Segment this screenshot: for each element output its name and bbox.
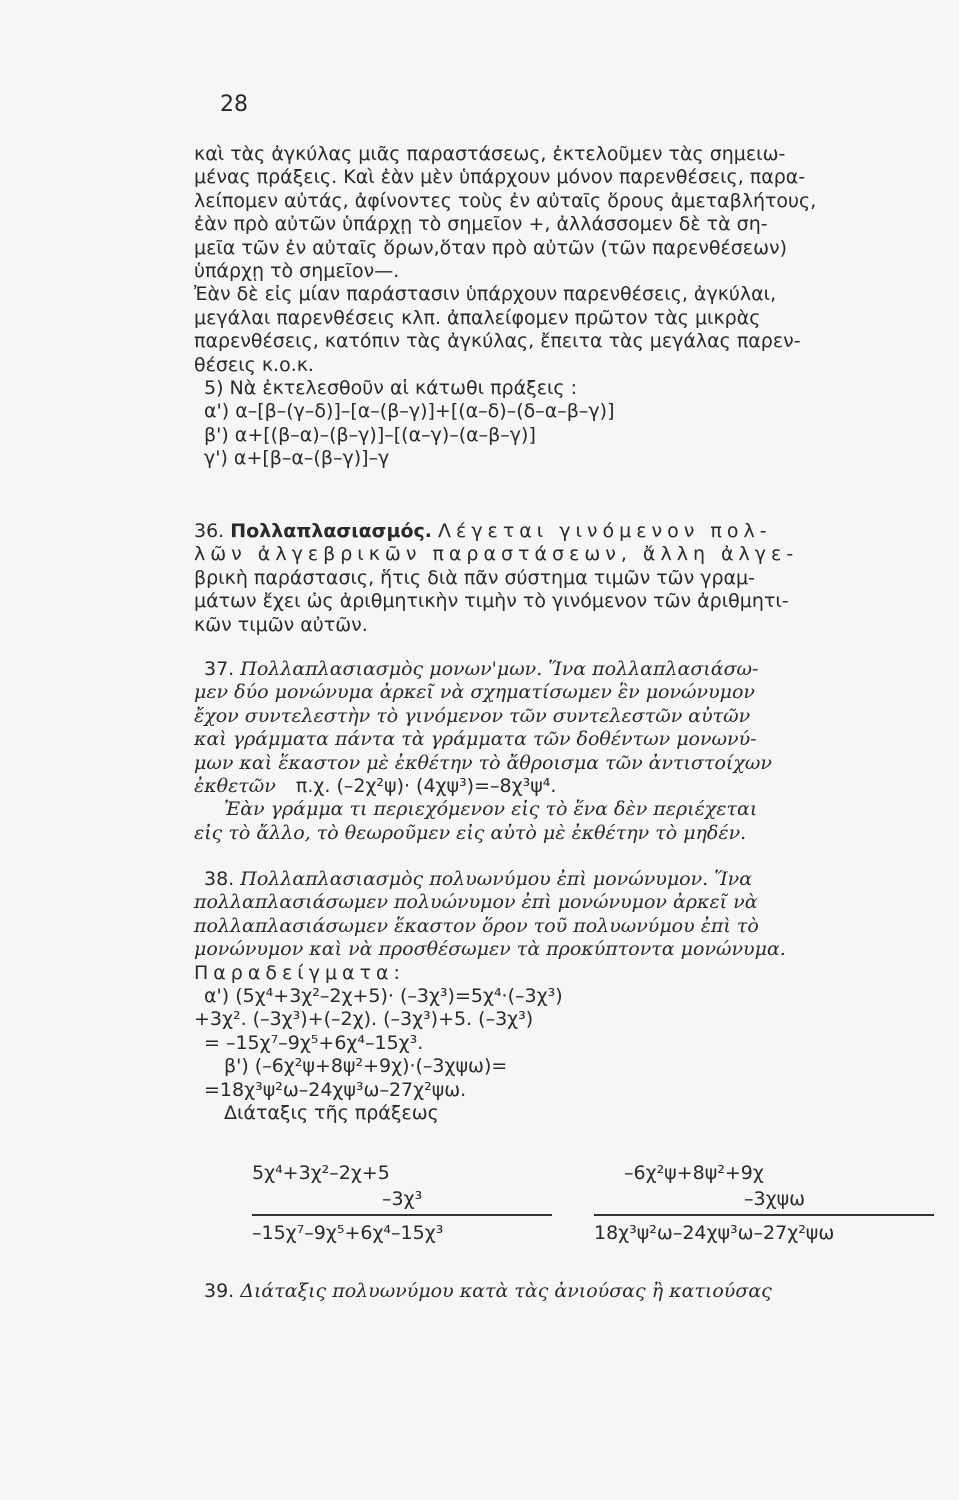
exercise-c: γ') α+[β–α–(β–γ)]–γ [204, 447, 390, 470]
text-line: Ἐὰν γράμμα τι περιεχόμενον εἰς τὸ ἕνα δὲν περιέχεται [224, 798, 758, 821]
section-37 [194, 658, 924, 845]
text-line: Πολλαπλασιασμὸς μονων'μων. Ἵνα πολλαπλασιάσω- [240, 658, 759, 680]
text-line: μεῖα τῶν ἐν αὐταῖς ὅρων,ὅταν πρὸ αὐτῶν (τῶν παρενθέσεων) [194, 236, 788, 259]
section-number: 39. [204, 1280, 235, 1302]
text-line: ἐκθετῶν [194, 775, 276, 798]
product: 18χ³ψ²ω–24χψ³ω–27χ²ψω [594, 1222, 835, 1244]
text-line: λείπομεν αὐτάς, ἀφίνοντες τοὺς ἐν αὐταῖς ὅρους ἀμεταβλήτους, [194, 189, 817, 212]
text-line: πολλαπλασιάσωμεν ἕκαστον ὅρον τοῦ πολυωνύμου ἐπὶ τὸ [194, 914, 759, 937]
text-line: μένας πράξεις. Καὶ ἐὰν μὲν ὑπάρχουν μόνον παρενθέσεις, παρα- [194, 166, 806, 189]
multiplier: –3χ³ [382, 1188, 423, 1210]
section-36 [194, 520, 924, 637]
text-line: ἐὰν πρὸ αὐτῶν ὑπάρχῃ τὸ σημεῖον +, ἀλλάσσομεν δὲ τὰ ση- [194, 213, 768, 236]
formula-line: β') (–6χ²ψ+8ψ²+9χ)·(–3χψω)= [224, 1055, 508, 1078]
example-formula: π.χ. (–2χ²ψ)· (4χψ³)=–8χ³ψ⁴. [295, 775, 557, 798]
text-line: θέσεις κ.ο.κ. [194, 353, 314, 376]
examples-label: Παραδείγματα: [194, 961, 405, 984]
text-line: πολλαπλασιάσωμεν πολυώνυμον ἐπὶ μονώνυμον ἀρκεῖ νὰ [194, 891, 758, 914]
section-number: 38. [204, 868, 235, 890]
exercise-heading: 5) Νὰ ἐκτελεσθοῦν αἱ κάτωθι πράξεις : [204, 377, 578, 400]
divider-line [252, 1214, 552, 1216]
exercise-a: α') α–[β–(γ–δ)]–[α–(β–γ)]+[(α–δ)–(δ–α–β–γ)] [204, 400, 615, 423]
formula-line: = –15χ⁷–9χ⁵+6χ⁴–15χ³. [204, 1031, 424, 1054]
text-line: εἰς τὸ ἄλλο, τὸ θεωροῦμεν εἰς αὐτὸ μὲ ἐκθέτην τὸ μηδέν. [194, 821, 747, 844]
text-line: παρενθέσεις, κατόπιν τὰς ἀγκύλας, ἔπειτα τὰς μεγάλας παρεν- [194, 330, 801, 353]
text-line: μονώνυμον καὶ νὰ προσθέσωμεν τὰ προκύπτοντα μονώνυμα. [194, 938, 786, 961]
formula-line: +3χ². (–3χ³)+(–2χ). (–3χ³)+5. (–3χ³) [194, 1008, 534, 1031]
text-line: Πολλαπλασιασμὸς πολυωνύμου ἐπὶ μονώνυμον. Ἵνα [240, 868, 753, 890]
arrangement-heading: Διάταξις τῆς πράξεως [224, 1102, 439, 1125]
text-line: καὶ τὰς ἀγκύλας μιᾶς παραστάσεως, ἐκτελοῦμεν τὰς σημειω- [194, 143, 786, 165]
paragraph-parentheses-removal [194, 143, 924, 471]
text-line: μων καὶ ἕκαστον μὲ ἐκθέτην τὸ ἄθροισμα τῶν ἀντιστοίχων [194, 751, 772, 774]
right-multiplication [594, 1160, 934, 1246]
text-line: μεν δύο μονώνυμα ἀρκεῖ νὰ σχηματίσωμεν ἓν μονώνυμον [194, 681, 755, 704]
multiplicand: –6χ²ψ+8ψ²+9χ [624, 1162, 764, 1184]
text-line: καὶ γράμματα πάντα τὰ γράμματα τῶν δοθέντων μονωνύ- [194, 728, 757, 751]
text-line: Ἐὰν δὲ εἰς μίαν παράστασιν ὑπάρχουν παρενθέσεις, ἀγκύλαι, [194, 283, 777, 306]
multiplier: –3χψω [744, 1188, 806, 1210]
text-line: ἔχον συντελεστὴν τὸ γινόμενον τῶν συντελεστῶν αὐτῶν [194, 704, 751, 727]
multiplicand: 5χ⁴+3χ²–2χ+5 [252, 1162, 390, 1184]
text-line: λῶν ἀλγεβρικῶν παραστάσεων, ἄλλη ἀλγε- [194, 543, 799, 566]
text-line: ὑπάρχῃ τὸ σημεῖον—. [194, 260, 400, 283]
text-line: μάτων ἔχει ὡς ἀριθμητικὴν τιμὴν τὸ γινόμενον τῶν ἀριθμητι- [194, 590, 789, 613]
section-title: Διάταξις πολυωνύμου κατὰ τὰς ἀνιούσας ἢ κατιούσας [240, 1280, 772, 1302]
text-line: κῶν τιμῶν αὐτῶν. [194, 613, 368, 636]
formula-line: α') (5χ⁴+3χ²–2χ+5)· (–3χ³)=5χ⁴·(–3χ³) [204, 985, 563, 1008]
divider-line [594, 1214, 934, 1216]
text-line: Λέγεται γινόμενον πολ- [438, 520, 772, 542]
formula-line: =18χ³ψ²ω–24χψ³ω–27χ²ψω. [204, 1078, 467, 1101]
section-number: 36. [194, 520, 225, 542]
section-39 [194, 1280, 924, 1303]
section-title: Πολλαπλασιασμός. [230, 520, 432, 542]
left-multiplication [252, 1160, 552, 1246]
product: –15χ⁷–9χ⁵+6χ⁴–15χ³ [252, 1222, 444, 1244]
section-38 [194, 868, 924, 1125]
page-number: 28 [220, 92, 248, 117]
text-line: βρικὴ παράστασις, ἥτις διὰ πᾶν σύστημα τιμῶν τῶν γραμ- [194, 566, 755, 589]
exercise-b: β') α+[(β–α)–(β–γ)]–[(α–γ)–(α–β–γ)] [204, 423, 536, 446]
text-line: μεγάλαι παρενθέσεις κλπ. ἀπαλείφομεν πρῶτον τὰς μικρὰς [194, 306, 761, 329]
section-number: 37. [204, 658, 235, 680]
